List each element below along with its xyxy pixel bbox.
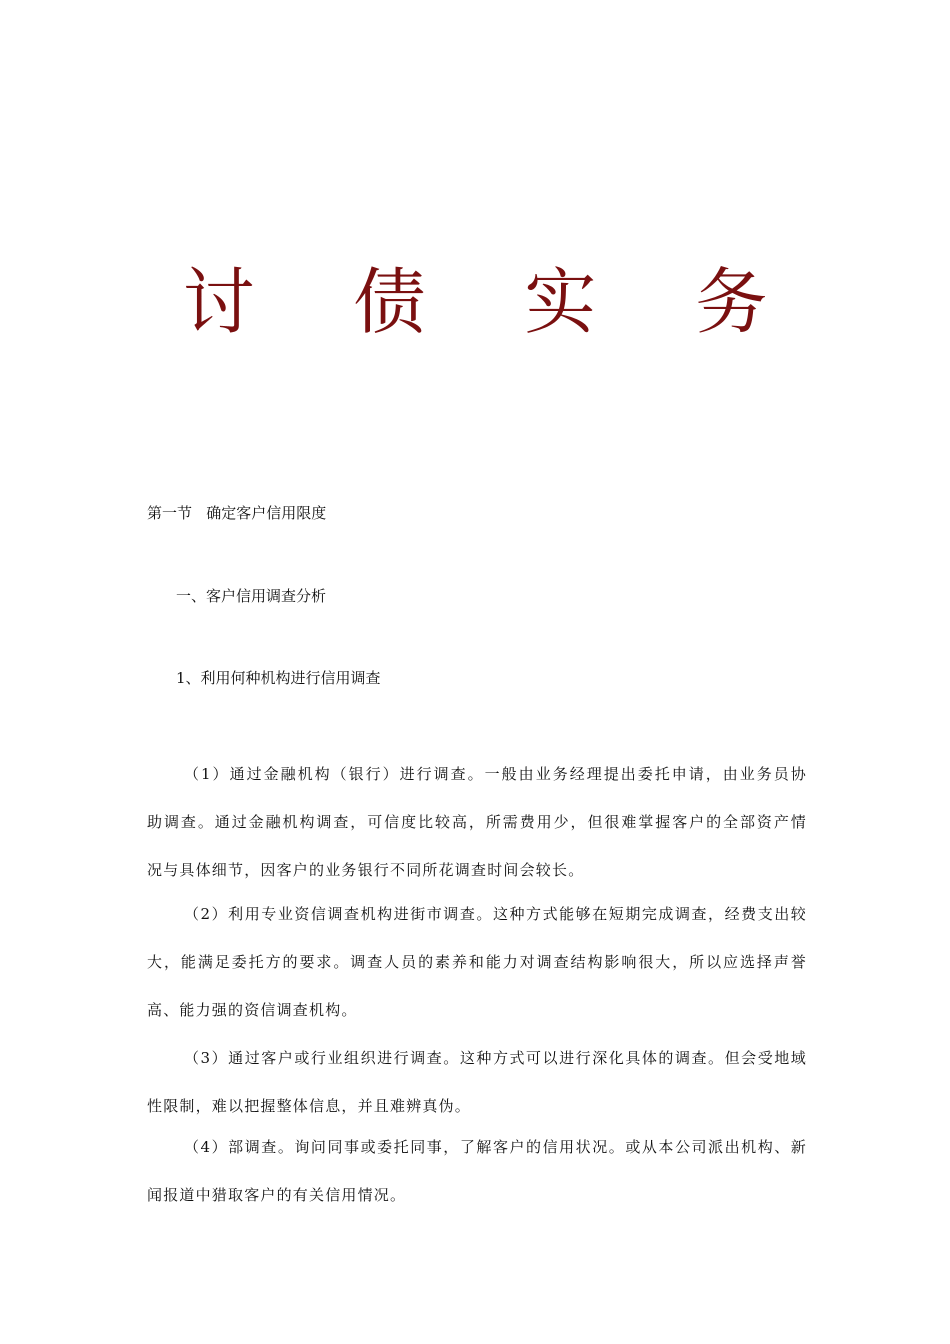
paragraph-credit-agencies: [147, 890, 807, 1034]
paragraph-line: （3）通过客户或行业组织进行调查。这种方式可以进行深化具体的调查。但会受地域: [184, 1049, 807, 1067]
page-title: 讨 债 实 务: [182, 260, 806, 344]
paragraph-line: 闻报道中猎取客户的有关信用情况。: [147, 1186, 407, 1204]
paragraph-internal-investigation: [147, 1123, 807, 1219]
paragraph-line: 况与具体细节，因客户的业务银行不同所花调查时间会较长。: [147, 861, 585, 879]
paragraph-line: （2）利用专业资信调查机构进街市调查。这种方式能够在短期完成调查，经费支出较: [184, 905, 807, 923]
subheading-credit-investigation: 一、客户信用调查分析: [176, 587, 327, 605]
paragraph-line: 助调查。通过金融机构调查，可信度比较高，所需费用少，但很难掌握客户的全部资产情: [147, 813, 807, 831]
paragraph-line: （4）部调查。询问同事或委托同事，了解客户的信用状况。或从本公司派出机构、新: [184, 1138, 807, 1156]
paragraph-line: 性限制，难以把握整体信息，并且难辨真伪。: [147, 1097, 472, 1115]
paragraph-industry-organizations: [147, 1034, 807, 1130]
paragraph-line: 大，能满足委托方的要求。调查人员的素养和能力对调查结构影响很大，所以应选择声誉: [147, 953, 807, 971]
paragraph-line: （1）通过金融机构（银行）进行调查。一般由业务经理提出委托申请，由业务员协: [184, 765, 807, 783]
paragraph-financial-institutions: [147, 750, 807, 894]
section-heading: 第一节 确定客户信用限度: [147, 504, 327, 522]
subheading-institutions: 1、利用何种机构进行信用调查: [176, 669, 381, 687]
paragraph-line: 高、能力强的资信调查机构。: [147, 1001, 358, 1019]
